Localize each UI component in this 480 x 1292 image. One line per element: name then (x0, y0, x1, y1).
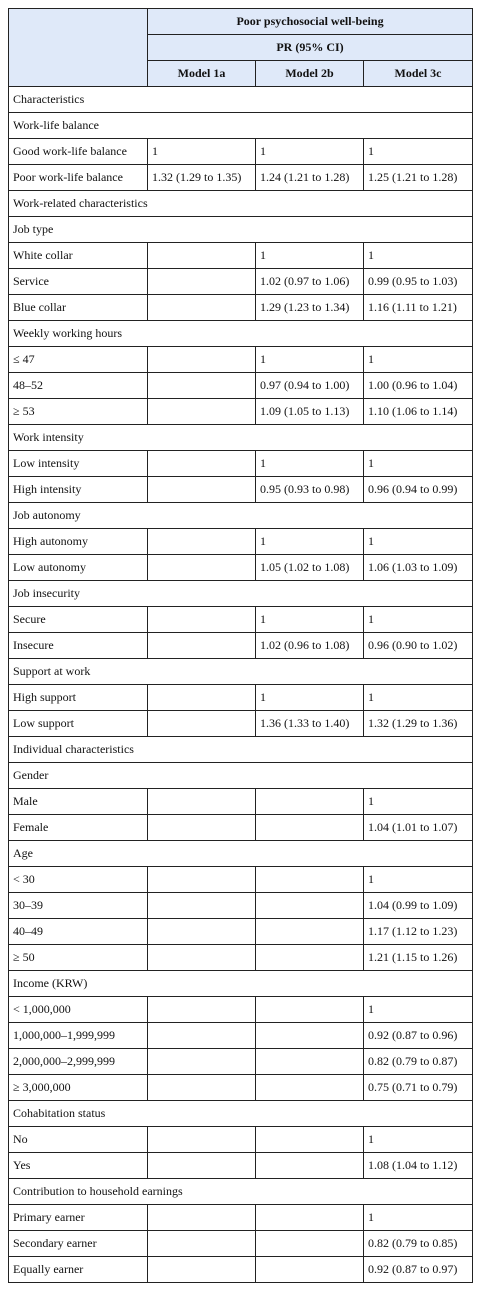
section-label: Individual characteristics (9, 737, 473, 763)
row-label: ≥ 3,000,000 (9, 1075, 148, 1101)
model-3-value: 1.17 (1.12 to 1.23) (364, 919, 473, 945)
model-2-value: 1 (256, 139, 364, 165)
model-1-value (148, 815, 256, 841)
table-row (9, 919, 473, 945)
row-label: ≥ 50 (9, 945, 148, 971)
row-label: Low intensity (9, 451, 148, 477)
model-2-value: 1 (256, 451, 364, 477)
section-label: Contribution to household earnings (9, 1179, 473, 1205)
section-label: Work-related characteristics (9, 191, 473, 217)
model-2-header: Model 2b (256, 61, 364, 87)
model-2-value: 1.29 (1.23 to 1.34) (256, 295, 364, 321)
model-3-value: 1.08 (1.04 to 1.12) (364, 1153, 473, 1179)
model-2-value: 1 (256, 243, 364, 269)
model-1-value (148, 711, 256, 737)
model-3-value: 1.32 (1.29 to 1.36) (364, 711, 473, 737)
model-2-value (256, 1153, 364, 1179)
table-row (9, 295, 473, 321)
model-2-value: 1.24 (1.21 to 1.28) (256, 165, 364, 191)
model-2-value (256, 1127, 364, 1153)
row-label: Female (9, 815, 148, 841)
model-2-value: 1.02 (0.97 to 1.06) (256, 269, 364, 295)
model-1-value (148, 1075, 256, 1101)
section-label: Gender (9, 763, 473, 789)
row-label: High support (9, 685, 148, 711)
model-2-value: 1 (256, 607, 364, 633)
model-3-value: 1 (364, 451, 473, 477)
table-row (9, 269, 473, 295)
section-row (9, 737, 473, 763)
row-label: Good work-life balance (9, 139, 148, 165)
table-row (9, 633, 473, 659)
row-label: High intensity (9, 477, 148, 503)
section-label: Job insecurity (9, 581, 473, 607)
table-body (9, 87, 473, 1283)
model-3-header: Model 3c (364, 61, 473, 87)
model-2-value: 1.09 (1.05 to 1.13) (256, 399, 364, 425)
model-1-value (148, 685, 256, 711)
table-row (9, 711, 473, 737)
model-2-value (256, 919, 364, 945)
model-3-value: 1.06 (1.03 to 1.09) (364, 555, 473, 581)
table-row (9, 945, 473, 971)
row-label: ≤ 47 (9, 347, 148, 373)
header-row-outcome (9, 9, 473, 35)
model-1-value (148, 997, 256, 1023)
table-row (9, 1257, 473, 1283)
model-2-value: 1.05 (1.02 to 1.08) (256, 555, 364, 581)
section-row (9, 581, 473, 607)
model-1-value (148, 789, 256, 815)
model-3-value: 1.04 (0.99 to 1.09) (364, 893, 473, 919)
section-label: Job autonomy (9, 503, 473, 529)
model-1-value (148, 477, 256, 503)
section-label: Cohabitation status (9, 1101, 473, 1127)
model-1-value (148, 1153, 256, 1179)
model-3-value: 1 (364, 685, 473, 711)
model-2-value: 1 (256, 347, 364, 373)
model-1-value: 1.32 (1.29 to 1.35) (148, 165, 256, 191)
section-row (9, 503, 473, 529)
row-label: Poor work-life balance (9, 165, 148, 191)
section-row (9, 191, 473, 217)
section-row (9, 659, 473, 685)
model-2-value (256, 789, 364, 815)
model-3-value: 1.25 (1.21 to 1.28) (364, 165, 473, 191)
model-1-value (148, 945, 256, 971)
model-2-value: 1 (256, 529, 364, 555)
table-row (9, 685, 473, 711)
model-1-value (148, 529, 256, 555)
row-label: < 30 (9, 867, 148, 893)
model-3-value: 0.75 (0.71 to 0.79) (364, 1075, 473, 1101)
row-label: Low support (9, 711, 148, 737)
section-row (9, 1101, 473, 1127)
model-2-value (256, 997, 364, 1023)
row-label: High autonomy (9, 529, 148, 555)
model-2-value: 1 (256, 685, 364, 711)
row-label: Insecure (9, 633, 148, 659)
table-row (9, 1023, 473, 1049)
model-3-value: 1 (364, 1127, 473, 1153)
section-row (9, 841, 473, 867)
section-label: Work intensity (9, 425, 473, 451)
table-row (9, 347, 473, 373)
row-label: 2,000,000–2,999,999 (9, 1049, 148, 1075)
row-label: Secondary earner (9, 1231, 148, 1257)
model-1-value (148, 867, 256, 893)
row-label: Low autonomy (9, 555, 148, 581)
row-label: ≥ 53 (9, 399, 148, 425)
section-label: Income (KRW) (9, 971, 473, 997)
section-label: Age (9, 841, 473, 867)
model-1-value (148, 1231, 256, 1257)
model-1-value (148, 1049, 256, 1075)
table-row (9, 529, 473, 555)
model-1-value (148, 451, 256, 477)
model-3-value: 1 (364, 607, 473, 633)
row-label: 40–49 (9, 919, 148, 945)
table-row (9, 165, 473, 191)
model-2-value (256, 867, 364, 893)
model-3-value: 0.82 (0.79 to 0.87) (364, 1049, 473, 1075)
model-2-value (256, 815, 364, 841)
model-3-value: 1 (364, 529, 473, 555)
measure-header: PR (95% CI) (148, 35, 473, 61)
model-2-value (256, 1205, 364, 1231)
table-row (9, 1049, 473, 1075)
table-row (9, 243, 473, 269)
model-3-value: 1 (364, 347, 473, 373)
model-3-value: 0.99 (0.95 to 1.03) (364, 269, 473, 295)
section-label: Characteristics (9, 87, 473, 113)
row-label: 1,000,000–1,999,999 (9, 1023, 148, 1049)
model-2-value: 1.36 (1.33 to 1.40) (256, 711, 364, 737)
row-label: Blue collar (9, 295, 148, 321)
row-label: < 1,000,000 (9, 997, 148, 1023)
table-row (9, 867, 473, 893)
table-row (9, 477, 473, 503)
model-1-value (148, 269, 256, 295)
model-3-value: 0.96 (0.94 to 0.99) (364, 477, 473, 503)
row-label: No (9, 1127, 148, 1153)
model-2-value (256, 1049, 364, 1075)
model-3-value: 1.04 (1.01 to 1.07) (364, 815, 473, 841)
model-1-value (148, 1127, 256, 1153)
row-label: Service (9, 269, 148, 295)
model-1-value (148, 1205, 256, 1231)
model-2-value: 0.97 (0.94 to 1.00) (256, 373, 364, 399)
model-1-value (148, 919, 256, 945)
table-row (9, 1231, 473, 1257)
model-1-value (148, 243, 256, 269)
table-row (9, 1127, 473, 1153)
model-1-value (148, 893, 256, 919)
model-1-value (148, 1257, 256, 1283)
model-1-value (148, 295, 256, 321)
model-3-value: 1.21 (1.15 to 1.26) (364, 945, 473, 971)
section-row (9, 425, 473, 451)
row-label: White collar (9, 243, 148, 269)
model-1-header: Model 1a (148, 61, 256, 87)
model-3-value: 0.82 (0.79 to 0.85) (364, 1231, 473, 1257)
model-3-value: 1 (364, 789, 473, 815)
outcome-header: Poor psychosocial well-being (148, 9, 473, 35)
table-row (9, 607, 473, 633)
section-row (9, 113, 473, 139)
table-header (9, 9, 473, 87)
model-2-value: 1.02 (0.96 to 1.08) (256, 633, 364, 659)
table-row (9, 997, 473, 1023)
table-row (9, 139, 473, 165)
model-2-value (256, 1023, 364, 1049)
row-label: Primary earner (9, 1205, 148, 1231)
table-row (9, 815, 473, 841)
model-3-value: 0.92 (0.87 to 0.97) (364, 1257, 473, 1283)
model-2-value (256, 1075, 364, 1101)
model-2-value (256, 1257, 364, 1283)
table-row (9, 451, 473, 477)
model-2-value (256, 1231, 364, 1257)
table-row (9, 373, 473, 399)
section-row (9, 321, 473, 347)
model-1-value (148, 1023, 256, 1049)
section-row (9, 217, 473, 243)
section-label: Support at work (9, 659, 473, 685)
table-row (9, 1205, 473, 1231)
model-3-value: 1.16 (1.11 to 1.21) (364, 295, 473, 321)
section-row (9, 763, 473, 789)
table-row (9, 1075, 473, 1101)
results-table (8, 8, 473, 1283)
row-label: Equally earner (9, 1257, 148, 1283)
model-2-value (256, 893, 364, 919)
model-3-value: 1.10 (1.06 to 1.14) (364, 399, 473, 425)
model-1-value (148, 607, 256, 633)
row-label: Secure (9, 607, 148, 633)
table-row (9, 893, 473, 919)
header-corner-cell (9, 9, 148, 87)
model-2-value: 0.95 (0.93 to 0.98) (256, 477, 364, 503)
section-row (9, 87, 473, 113)
row-label: 48–52 (9, 373, 148, 399)
model-2-value (256, 945, 364, 971)
model-1-value (148, 555, 256, 581)
model-3-value: 1 (364, 139, 473, 165)
table-row (9, 1153, 473, 1179)
model-3-value: 0.96 (0.90 to 1.02) (364, 633, 473, 659)
row-label: Male (9, 789, 148, 815)
model-1-value (148, 347, 256, 373)
model-3-value: 1 (364, 867, 473, 893)
model-1-value: 1 (148, 139, 256, 165)
model-3-value: 1 (364, 243, 473, 269)
model-1-value (148, 633, 256, 659)
row-label: Yes (9, 1153, 148, 1179)
model-1-value (148, 373, 256, 399)
section-row (9, 971, 473, 997)
section-label: Weekly working hours (9, 321, 473, 347)
table-row (9, 789, 473, 815)
section-label: Work-life balance (9, 113, 473, 139)
section-row (9, 1179, 473, 1205)
row-label: 30–39 (9, 893, 148, 919)
model-3-value: 1.00 (0.96 to 1.04) (364, 373, 473, 399)
table-row (9, 399, 473, 425)
section-label: Job type (9, 217, 473, 243)
model-3-value: 0.92 (0.87 to 0.96) (364, 1023, 473, 1049)
model-3-value: 1 (364, 997, 473, 1023)
table-row (9, 555, 473, 581)
model-3-value: 1 (364, 1205, 473, 1231)
model-1-value (148, 399, 256, 425)
